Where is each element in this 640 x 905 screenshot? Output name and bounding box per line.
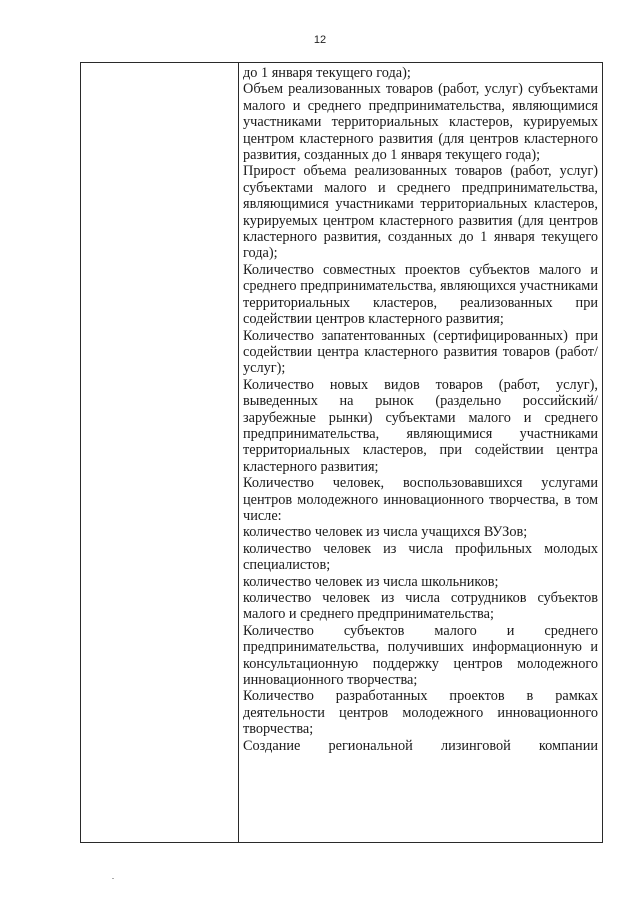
paragraph-leasing-company: Создание региональной лизинговой компании [243, 737, 598, 754]
table-left-column [81, 63, 239, 842]
paragraph-sme-support: Количество субъектов малого и среднего предпринимательства, получивших информационную и консультационную поддержку центров молодежного инновационного творчества; [243, 622, 598, 689]
paragraph-joint-projects: Количество совместных проектов субъектов малого и среднего предпринимательства, являющихся участниками территориальных кластеров, реализованных при содействии центров кластерного развития; [243, 261, 598, 328]
paragraph-sme-employees: количество человек из числа сотрудников субъектов малого и среднего предпринимательства; [243, 590, 598, 623]
paragraph-patented-goods: Количество запатентованных (сертифицированных) при содействии центра кластерного развития товаров (работ/услуг); [243, 327, 598, 377]
document-table [80, 62, 603, 843]
paragraph-university-students: количество человек из числа учащихся ВУЗов; [243, 524, 528, 541]
scan-speck [112, 878, 114, 879]
paragraph-new-goods: Количество новых видов товаров (работ, услуг), выведенных на рынок (раздельно российский/зарубежные рынки) субъектами малого и среднего предпринимательства, являющимися участниками территориальных кластеров, при содействии центра кластерного развития; [243, 376, 598, 475]
paragraph-continuation: до 1 января текущего года); [243, 65, 411, 81]
paragraph-youth-centers-users: Количество человек, воспользовавшихся услугами центров молодежного инновационного творчества, в том числе: [243, 475, 598, 524]
page-number: 12 [313, 34, 327, 46]
table-right-column [239, 63, 602, 842]
paragraph-schoolchildren: количество человек из числа школьников; [243, 573, 499, 590]
paragraph-young-specialists: количество человек из числа профильных молодых специалистов; [243, 540, 598, 574]
paragraph-sales-growth: Прирост объема реализованных товаров (работ, услуг) субъектами малого и среднего предпринимательства, являющимися участниками территориальных кластеров, курируемых центром кластерного развития (для центров кластерного развития, созданных до 1 января текущего года); [243, 163, 598, 262]
paragraph-sales-volume: Объем реализованных товаров (работ, услуг) субъектами малого и среднего предпринимательства, являющимися участниками территориальных кластеров, курируемых центром кластерного развития (для центров кластерного развития, созданных до 1 января текущего года); [243, 81, 598, 164]
paragraph-developed-projects: Количество разработанных проектов в рамках деятельности центров молодежного инновационного творчества; [243, 688, 598, 738]
